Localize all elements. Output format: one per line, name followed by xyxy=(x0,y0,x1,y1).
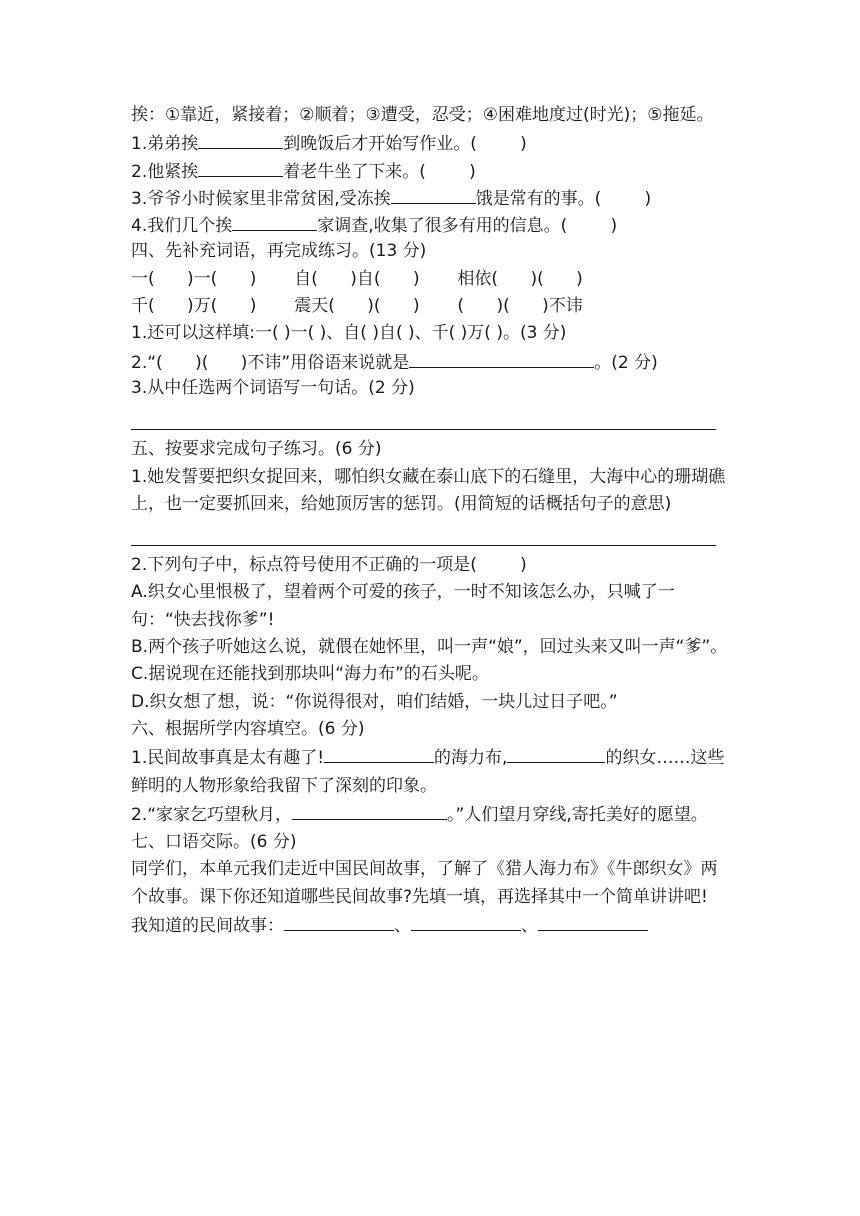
option-d: D.织女想了想，说：“你说得很对，咱们结婚，一块儿过日子吧。” xyxy=(131,691,618,712)
option-c: C.据说现在还能找到那块叫“海力布”的石头呢。 xyxy=(131,664,489,685)
blank[interactable] xyxy=(507,743,605,763)
s4-question-1: 1.还可以这样填:一( )一( )、自( )自( )、千( )万( )。(3 分) xyxy=(131,323,567,344)
s5-question-1: 1.她发誓要把织女捉回来，哪怕织女藏在泰山底下的石缝里，大海中心的珊瑚礁上，也一定要抓回来，给她顶厉害的惩罚。(用简短的话概括句子的意思) xyxy=(131,466,726,514)
blank[interactable] xyxy=(232,211,317,231)
option-a: A.织女心里恨极了，望着两个可爱的孩子，一时不知该怎么办，只喊了一句：“快去找你爹”! xyxy=(131,582,675,630)
blank[interactable] xyxy=(411,911,521,931)
blank[interactable] xyxy=(324,743,434,763)
section-7-title: 七、口语交际。(6 分) xyxy=(131,832,297,853)
q3-item-4: 4.我们几个挨 家调查,收集了很多有用的信息。( ) xyxy=(131,211,731,238)
option-b: B.两个孩子听她这么说，就偎在她怀里，叫一声“娘”，回过头来又叫一声“爹”。 xyxy=(131,637,728,658)
s7-body: 同学们，本单元我们走近中国民间故事，了解了《猎人海力布》《牛郎织女》两个故事。课下你还知道哪些民间故事?先填一填，再选择其中一个简单讲讲吧! xyxy=(131,859,718,907)
s6-question-2: 2.“家家乞巧望秋月， 。”人们望月穿线,寄托美好的愿望。 xyxy=(131,800,731,829)
blank[interactable] xyxy=(391,184,476,204)
word-row-2: 千( )万( ) 震天( )( ) ( )( )不讳 xyxy=(131,296,583,317)
definition-text: 挨：①靠近，紧接着；②顺着；③遭受，忍受；④困难地度过(时光)；⑤拖延。 xyxy=(131,105,714,125)
blank[interactable] xyxy=(538,911,648,931)
s4-question-2: 2.“( )( )不讳”用俗语来说就是 。(2 分) xyxy=(131,348,731,375)
answer-line[interactable] xyxy=(131,402,716,430)
section-6-title: 六、根据所学内容填空。(6 分) xyxy=(131,718,365,739)
blank[interactable] xyxy=(284,911,394,931)
q3-item-3: 3.爷爷小时候家里非常贫困,受冻挨 饿是常有的事。( ) xyxy=(131,184,731,211)
word-row-1: 一( )一( ) 自( )自( ) 相依( )( ) xyxy=(131,268,583,289)
q3-item-1: 1.弟弟挨 到晚饭后才开始写作业。( ) xyxy=(131,129,731,156)
worksheet-page xyxy=(131,102,731,938)
blank[interactable] xyxy=(198,129,283,149)
blank[interactable] xyxy=(292,800,447,820)
section-4-title: 四、先补充词语，再完成练习。(13 分) xyxy=(131,241,427,262)
s7-prompt: 我知道的民间故事： 、 、 xyxy=(131,911,731,938)
blank[interactable] xyxy=(198,157,283,177)
q3-item-2: 2.他紧挨 着老牛坐了下来。( ) xyxy=(131,157,731,184)
s6-question-1: 1.民间故事真是太有趣了! 的海力布, 的织女……这些鲜明的人物形象给我留下了深刻的印象。 xyxy=(131,743,731,800)
s4-question-3: 3.从中任选两个词语写一句话。(2 分) xyxy=(131,377,415,398)
section-5-title: 五、按要求完成句子练习。(6 分) xyxy=(131,439,382,460)
s5-question-2: 2.下列句子中，标点符号使用不正确的一项是( ) xyxy=(131,555,527,576)
answer-line[interactable] xyxy=(131,518,716,546)
blank[interactable] xyxy=(409,348,594,368)
